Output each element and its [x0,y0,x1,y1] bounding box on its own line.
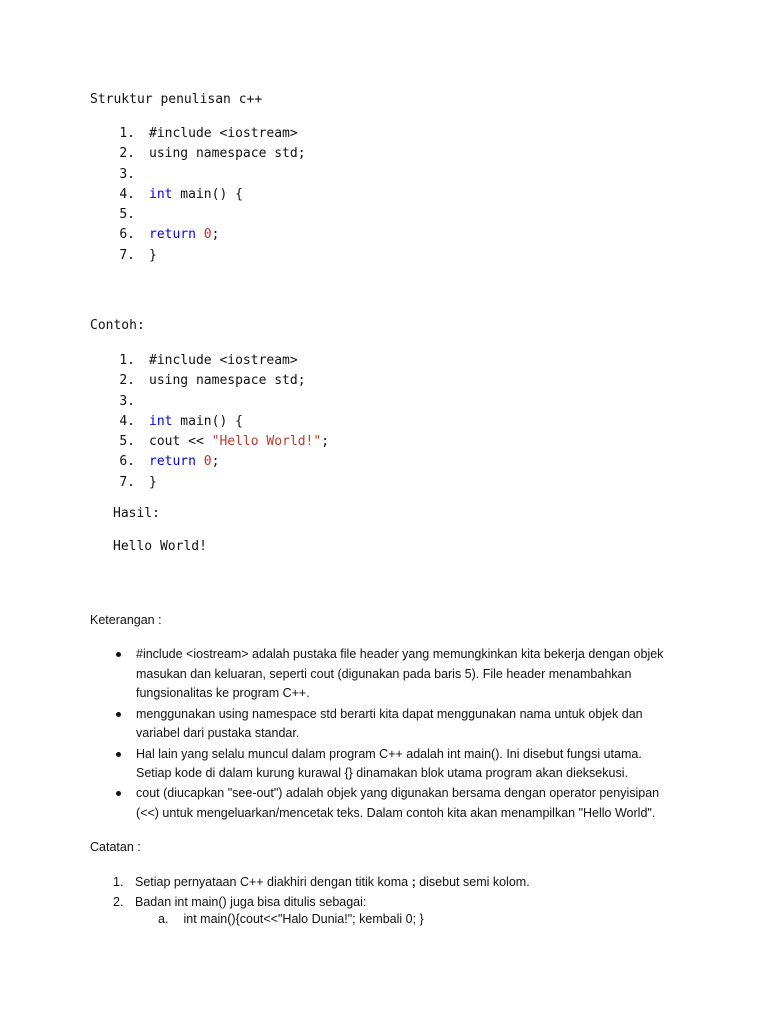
code-line [113,432,329,452]
keterangan-item [113,705,673,744]
code-text: #include <iostream> [149,126,298,141]
catatan-item [113,872,530,892]
line-number: 3. [119,393,135,409]
catatan-item [113,892,530,912]
code-text: using namespace std; [149,146,306,162]
catatan-item-number: 2. [113,895,124,909]
code-text: ; [321,434,330,450]
bullet-icon [116,712,121,717]
code-text: } [149,247,157,263]
keterangan-list [113,645,673,824]
line-number: 4. [119,186,135,202]
keterangan-item-text: Hal lain yang selalu muncul dalam program C++ adalah int main(). Ini disebut fungsi utama. Setiap kode di dalam kurung kurawal {} dinamakan blok utama program akan dieksekusi. [136,746,642,781]
result-label: Hasil: [113,506,160,521]
code-keyword: int [149,186,173,202]
catatan-item-text: Badan int main() juga bisa ditulis sebagai: [135,895,367,909]
line-number: 7. [119,474,135,490]
line-number: 6. [119,454,135,470]
catatan-item-text: disebut semi kolom. [415,875,530,889]
keterangan-title: Keterangan : [90,613,162,627]
bullet-icon [116,652,121,657]
code-keyword: int [149,413,173,429]
line-number: 1. [119,353,135,368]
code-text: } [149,474,157,490]
code-line [113,205,306,225]
section2-title: Contoh: [90,318,145,333]
code-text: main() { [172,413,243,429]
line-number: 5. [119,207,135,223]
code-number: 0 [203,227,212,243]
code-string: "Hello World!" [211,434,322,450]
bullet-icon [116,752,121,757]
line-number: 2. [119,373,135,389]
keterangan-item-text: cout (diucapkan "see-out") adalah objek yang digunakan bersama dengan operator penyisipan (<<) untuk mengeluarkan/mencetak teks. Dalam contoh kita akan menampilkan "Hello World". [136,786,660,821]
code-text: main() { [172,186,243,202]
sub-item-text: int main(){cout<<"Halo Dunia!"; kembali 0; } [183,912,424,926]
catatan-item-number: 1. [113,875,124,889]
keterangan-item [113,645,673,704]
catatan-item-text: Setiap pernyataan C++ diakhiri dengan titik koma [135,875,412,889]
code-keyword: return [149,227,196,243]
sub-item-marker: a. [158,912,169,926]
code-text: #include <iostream> [149,353,298,368]
code-line [113,124,306,144]
code-line [113,473,329,493]
code-text: ; [211,454,220,470]
code-line [113,225,306,245]
catatan-sub-item [158,912,424,926]
catatan-item-bold: ; [411,875,416,889]
code-keyword: return [149,454,196,470]
bullet-icon [116,791,121,796]
line-number: 1. [119,126,135,141]
code-line [113,144,306,164]
code-line [113,185,306,205]
result-value: Hello World! [113,539,207,554]
section1-title: Struktur penulisan c++ [90,92,263,107]
catatan-title: Catatan : [90,840,141,854]
code-number: 0 [203,454,212,470]
code-line [113,412,329,432]
line-number: 6. [119,227,135,243]
code-block-example [113,351,329,493]
catatan-list [113,872,530,912]
keterangan-item [113,745,673,784]
code-line [113,392,329,412]
keterangan-item [113,784,673,823]
code-block-structure [113,124,306,266]
keterangan-item-text: #include <iostream> adalah pustaka file header yang memungkinkan kita bekerja dengan objek masukan dan keluaran, seperti cout (digunakan pada baris 5). File header menambahkan fungsionalitas ke program C++. [136,647,664,701]
line-number: 4. [119,413,135,429]
line-number: 3. [119,166,135,182]
line-number: 2. [119,146,135,162]
code-text: using namespace std; [149,373,306,389]
line-number: 5. [119,434,135,450]
code-text: cout << [149,434,212,450]
code-line [113,351,329,371]
code-text: ; [211,227,220,243]
code-line [113,165,306,185]
line-number: 7. [119,247,135,263]
code-line [113,452,329,472]
code-line [113,371,329,391]
keterangan-item-text: menggunakan using namespace std berarti kita dapat menggunakan nama untuk objek dan variabel dari pustaka standar. [136,706,643,741]
code-line [113,246,306,266]
